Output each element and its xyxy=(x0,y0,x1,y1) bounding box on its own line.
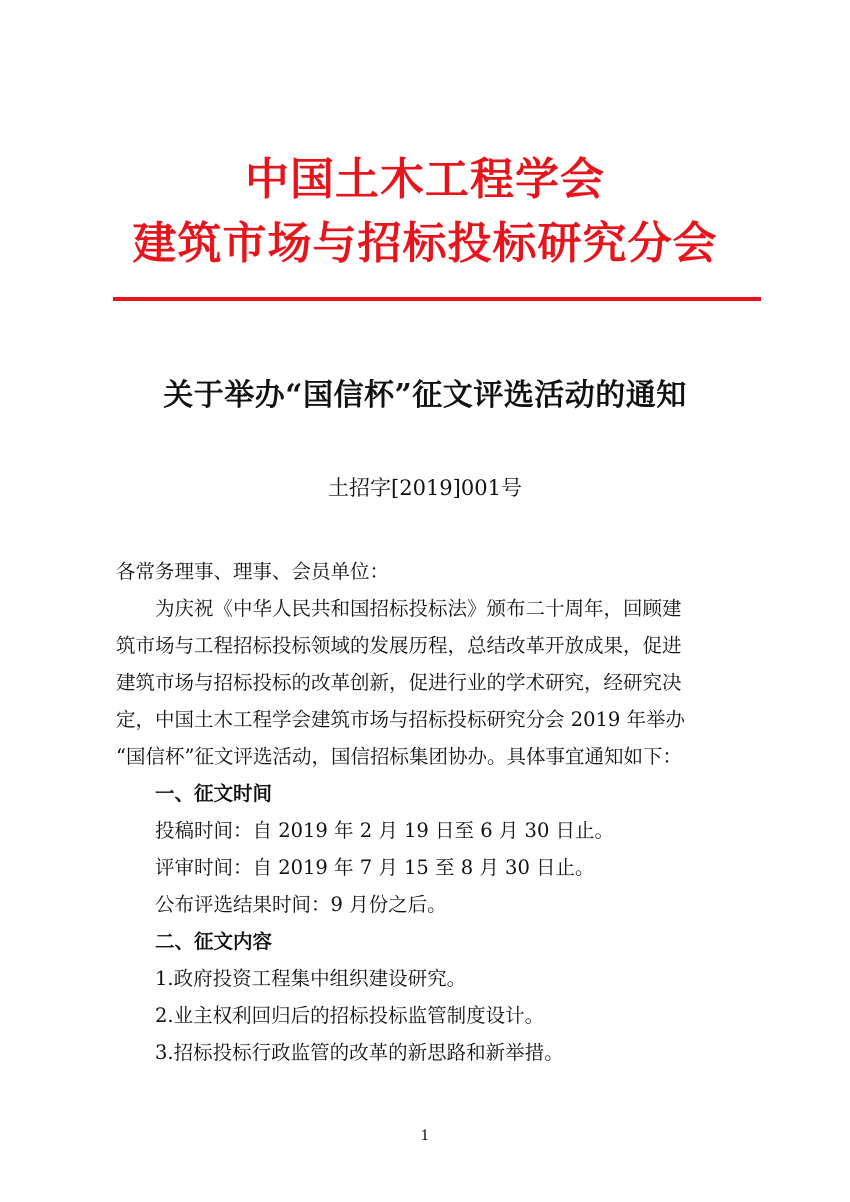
section1-item-3: 公布评选结果时间：9 月份之后。 xyxy=(155,893,447,916)
section2-heading: 二、征文内容 xyxy=(155,930,273,953)
document-number: 土招字[2019]001号 xyxy=(328,476,522,500)
red-divider-line xyxy=(113,297,761,301)
section2-item-3: 3.招标投标行政监管的改革的新思路和新举措。 xyxy=(155,1041,564,1064)
intro-line-4: 定，中国土木工程学会建筑市场与招标投标研究分会 2019 年举办 xyxy=(116,708,686,731)
section1-heading: 一、征文时间 xyxy=(155,782,273,805)
section1-item-1: 投稿时间：自 2019 年 2 月 19 日至 6 月 30 日止。 xyxy=(155,819,615,842)
section1-item-2: 评审时间：自 2019 年 7 月 15 至 8 月 30 日止。 xyxy=(155,856,595,879)
section2-item-1: 1.政府投资工程集中组织建设研究。 xyxy=(155,967,467,990)
section2-item-2: 2.业主权利回归后的招标投标监管制度设计。 xyxy=(155,1004,545,1027)
notice-title: 关于举办“国信杯”征文评选活动的通知 xyxy=(163,378,687,413)
org-name-line2: 建筑市场与招标投标研究分会 xyxy=(132,218,718,269)
intro-line-5: “国信杯”征文评选活动，国信招标集团协办。具体事宜通知如下： xyxy=(116,745,682,768)
org-name-line1: 中国土木工程学会 xyxy=(245,154,605,205)
intro-line-2: 筑市场与工程招标投标领域的发展历程，总结改革开放成果，促进 xyxy=(116,634,682,657)
intro-line-1: 为庆祝《中华人民共和国招标投标法》颁布二十周年，回顾建 xyxy=(155,597,682,620)
salutation: 各常务理事、理事、会员单位： xyxy=(116,560,390,583)
page-number: 1 xyxy=(420,1128,430,1144)
intro-line-3: 建筑市场与招标投标的改革创新，促进行业的学术研究，经研究决 xyxy=(116,671,682,694)
